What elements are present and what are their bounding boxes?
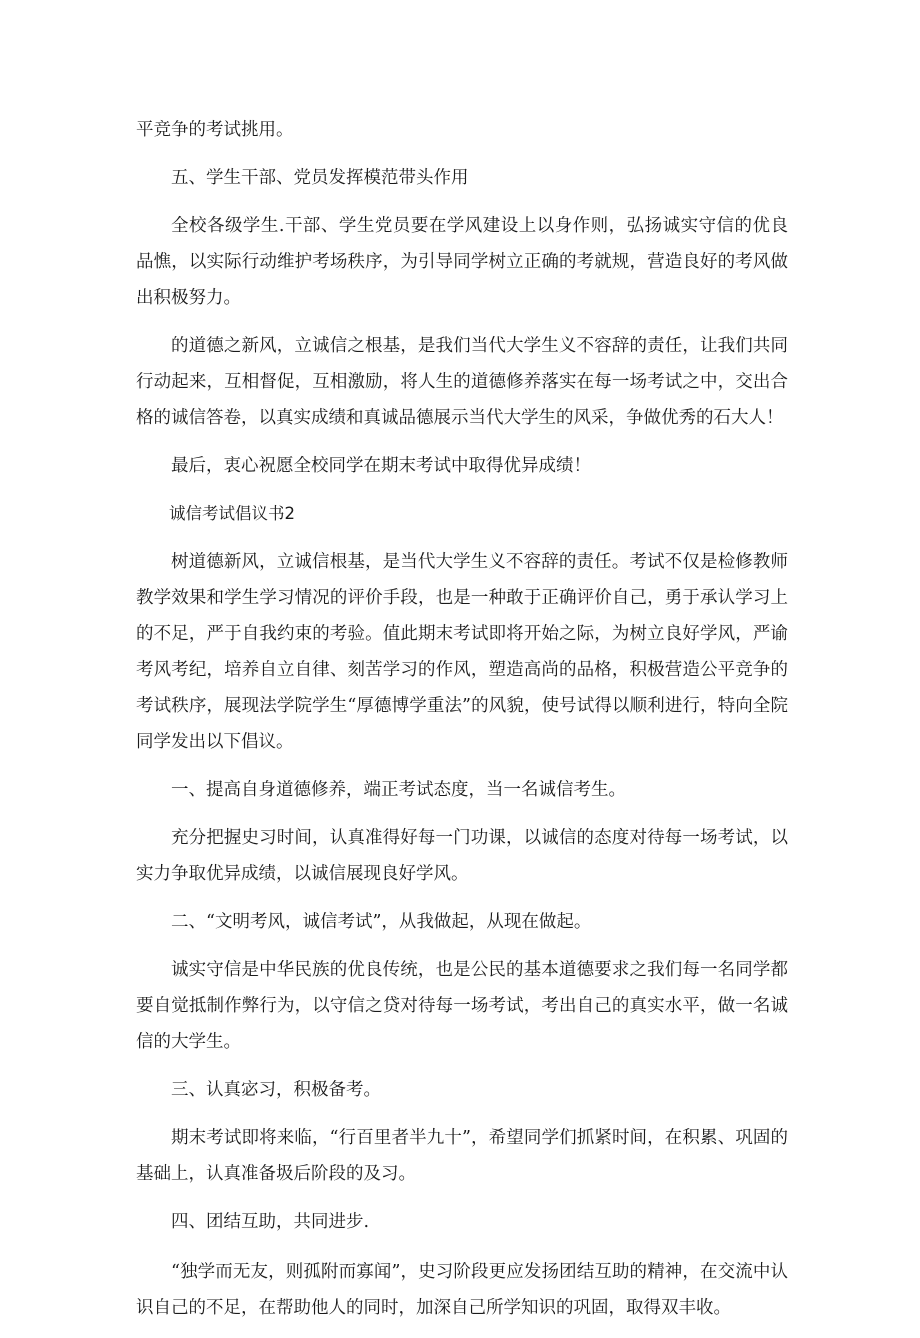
section-heading-1: 一、提高自身道德修养，端正考试态度，当一名诚信考生。 xyxy=(171,780,626,800)
paragraph: 期末考试即将来临，“行百里者半九十”，希望同学们抓紧时间，在积累、巩固的基础上，认真准备圾后阶段的及习。 xyxy=(136,1128,788,1184)
document-subtitle: 诚信考试倡议书2 xyxy=(169,504,295,523)
paragraph-closing: 最后，衷心祝愿全校同学在期末考试中取得优异成绩！ xyxy=(171,456,591,476)
document-body xyxy=(136,112,788,1338)
paragraph: 全校各级学生.干部、学生党员要在学风建设上以身作则，弘扬诚实守信的优良品憔，以实际行动维护考场秩序，为引导同学树立正确的考就规，营造良好的考风做出积极努力。 xyxy=(136,216,788,308)
section-heading-3: 三、认真宓习，积极备考。 xyxy=(171,1080,381,1100)
paragraph-continuation: 平竞争的考试挑用。 xyxy=(136,120,294,140)
paragraph: 充分把握史习时间，认真准得好每一门功课，以诚信的态度对待每一场考试，以实力争取优异成绩，以诚信展现良好学风。 xyxy=(136,828,788,884)
paragraph: 的道德之新风，立诚信之根基，是我们当代大学生义不容辞的责任，让我们共同行动起来，互相督促，互相激励，将人生的道德修养落实在每一场考试之中，交出合格的诚信答卷，以真实成绩和真诚品德展示当代大学生的风采，争做优秀的石大人！ xyxy=(136,336,788,428)
section-heading-5: 五、学生干部、党员发挥模范带头作用 xyxy=(171,168,469,188)
paragraph: 诚实守信是中华民族的优良传统，也是公民的基本道德要求之我们每一名同学都要自觉抵制作弊行为，以守信之贷对待每一场考试，考出自己的真实水平，做一名诚信的大学生。 xyxy=(136,960,788,1052)
paragraph: “独学而无友，则孤附而寡闻”，史习阶段更应发扬团结互助的精神，在交流中认识自己的不足，在帮助他人的同时，加深自己所学知识的巩固，取得双丰收。 xyxy=(136,1262,788,1318)
section-heading-4: 四、团结互助，共同进步. xyxy=(171,1212,370,1232)
section-heading-2: 二、“文明考风，诚信考试”，从我做起，从现在做起。 xyxy=(171,912,592,932)
paragraph: 树道德新风，立诚信根基，是当代大学生义不容辞的责任。考试不仅是检修教师教学效果和学生学习情况的评价手段，也是一种敢于正确评价自己，勇于承认学习上的不足，严于自我约束的考验。值此期末考试即将开始之际，为树立良好学风，严谕考风考纪，培养自立自律、刻苦学习的作风，塑造高尚的品格，积极营造公平竞争的考试秩序，展现法学院学生“厚德博学重法”的风貌，使号试得以顺利进行，特向全院同学发出以下倡议。 xyxy=(136,552,788,752)
